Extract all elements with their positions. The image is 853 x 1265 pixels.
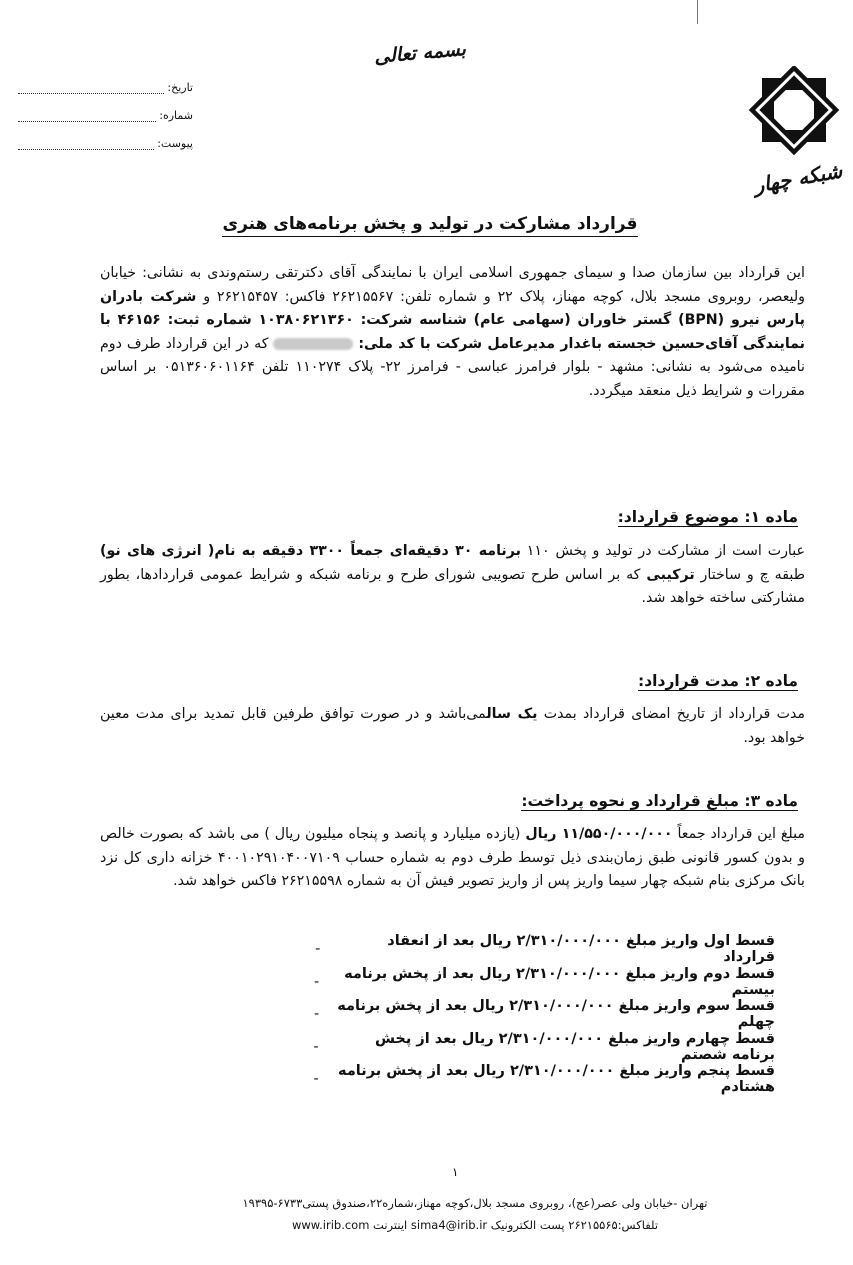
- article2-text-b: یک سال: [486, 706, 538, 722]
- article3-text-c: (یازده میلیارد و پانصد و پنجاه میلیون ریال ) می باشد که بصورت خالص و بدون کسور قانونی طبق زمان‌بندی ذیل توسط طرف دوم به شماره حساب ۴۰۰۱۰۲۹۱۰۴۰۰۷۱۰۹ خزانه داری کل نزد بانک مرکزی بنام شبکه چهار سیما واریز پس از واریز تصویر فیش آن به شماره ۲۶۲۱۵۵۹۸ فاکس خواهد شد.: [100, 826, 805, 889]
- installment-text: قسط دوم واریز مبلغ ۲/۳۱۰/۰۰۰/۰۰۰ ریال بعد از پخش برنامه بیستم: [344, 965, 775, 998]
- list-dash: -: [313, 1071, 319, 1088]
- article1-text-b: برنامه ۳۰ دقیقه‌ای جمعاً ۳۳۰۰ دقیقه به نام( انرژی های نو): [100, 543, 521, 559]
- article2-heading: [638, 672, 798, 690]
- date-field: [18, 66, 193, 94]
- article2-text-a: مدت قرارداد از تاریخ امضای قرارداد بمدت: [537, 706, 805, 722]
- basmala: بسمه تعالی: [373, 38, 467, 68]
- document-title-text: قرارداد مشارکت در تولید و پخش برنامه‌های هنری: [222, 214, 637, 237]
- list-item: [300, 998, 775, 1031]
- intro-part1: این قرارداد بین سازمان صدا و سیمای جمهوری اسلامی ایران با نمایندگی آقای دکترتقی رستم‌وندی به نشانی: خیابان ولیعصر، روبروی مسجد بلال، کوچه مهناز، پلاک ۲۲ و شماره تلفن: ۲۶۲۱۵۵۶۷ فاکس: ۲۶۲۱۵۴۵۷ و: [100, 265, 806, 305]
- article3-text-a: مبلغ این قرارداد جمعاً: [672, 826, 806, 842]
- article3-heading-text: ماده ۳: مبلغ قرارداد و نحوه پرداخت:: [521, 792, 798, 810]
- attachment-line: [18, 137, 154, 150]
- list-dash: -: [313, 973, 320, 990]
- header-meta-fields: [18, 66, 193, 150]
- list-item: [300, 966, 775, 999]
- article1-text-e: که بر اساس طرح تصویبی شورای طرح و برنامه شبکه و شرایط عمومی قراردادها، بطور مشارکتی ساخته خواهد شد.: [100, 566, 805, 606]
- article3-text-b: ۱۱/۵۵۰/۰۰۰/۰۰۰ ریال: [525, 826, 673, 842]
- number-line: [18, 109, 156, 122]
- installment-text: قسط چهارم واریز مبلغ ۲/۳۱۰/۰۰۰/۰۰۰ ریال بعد از پخش برنامه شصتم: [374, 1030, 775, 1063]
- logo-knot-icon: [740, 66, 850, 166]
- article1-text-a: عبارت است از مشارکت در تولید و پخش ۱۱۰: [520, 543, 805, 559]
- installment-list: [300, 933, 775, 1096]
- installment-text: قسط سوم واریز مبلغ ۲/۳۱۰/۰۰۰/۰۰۰ ریال بعد از پخش برنامه چهلم: [337, 998, 775, 1031]
- date-line: [18, 81, 164, 94]
- footer-address: تهران -خیابان ولی عصر(عج)، روبروی مسجد بلال،کوچه مهناز،شماره۲۲،صندوق پستی۶۷۳۳-۱۹۳۹۵: [242, 1196, 708, 1210]
- article3-heading: [521, 792, 798, 810]
- page-edge-line: [697, 0, 698, 24]
- article1-heading: [618, 508, 798, 526]
- intro-paragraph: [100, 262, 805, 403]
- attachment-label: :پیوست: [157, 137, 193, 150]
- attachment-field: [18, 122, 193, 150]
- installment-text: قسط اول واریز مبلغ ۲/۳۱۰/۰۰۰/۰۰۰ ریال بعد از انعقاد قرارداد: [387, 933, 775, 966]
- article2-text-c: می‌باشد و در صورت توافق طرفین قابل تمدید برای مدت معین خواهد بود.: [100, 706, 805, 746]
- date-label: :تاریخ: [167, 81, 193, 94]
- intro-part3: که در این قرارداد طرف دوم نامیده می‌شود به نشانی: مشهد - بلوار فرامرز عباسی - فرامرز ۲۲- پلاک ۱۱۰۲۷۴ تلفن ۰۵۱۳۶۰۶۰۱۱۶۴ بر اساس مقررات و شرایط ذیل منعقد میگردد.: [100, 335, 805, 399]
- list-dash: -: [313, 1038, 319, 1055]
- page-number: ۱: [452, 1165, 459, 1179]
- document-title: [200, 214, 660, 234]
- list-dash: -: [315, 941, 321, 958]
- installment-text: قسط پنجم واریز مبلغ ۲/۳۱۰/۰۰۰/۰۰۰ ریال بعد از پخش برنامه هشتادم: [338, 1063, 775, 1096]
- article1-text-c: طبقه چ و ساختار: [694, 566, 805, 583]
- article1-text-d: ترکیبی: [646, 566, 695, 583]
- footer-contact: تلفاکس:۲۶۲۱۵۵۶۵ پست الکترونیک sima4@irib.ir اینترنت www.irib.com: [291, 1218, 659, 1232]
- list-item: [300, 933, 775, 966]
- list-item: [300, 1031, 775, 1064]
- channel-logo: [740, 66, 850, 206]
- number-label: :شماره: [159, 109, 193, 122]
- redacted-national-id: [273, 338, 353, 350]
- article3-paragraph: [100, 823, 805, 894]
- logo-caption: شبکه چهار: [752, 158, 844, 198]
- intro-part2: شرکت بادران پارس نیرو (BPN) گستر خاوران (سهامی عام) شناسه شرکت: ۱۰۳۸۰۶۲۱۳۶۰ شماره ثبت: ۴۶۱۵۶ با نمایندگی آقای‌حسین خجسته باغدار مدیرعامل شرکت با کد ملی:: [100, 288, 806, 352]
- number-field: [18, 94, 193, 122]
- article1-heading-text: ماده ۱: موضوع قرارداد:: [617, 508, 798, 526]
- list-item: [300, 1063, 775, 1096]
- article2-heading-text: ماده ۲: مدت قرارداد:: [638, 672, 798, 690]
- article1-paragraph: [100, 540, 805, 611]
- list-dash: -: [313, 1006, 320, 1023]
- article2-paragraph: [100, 703, 805, 750]
